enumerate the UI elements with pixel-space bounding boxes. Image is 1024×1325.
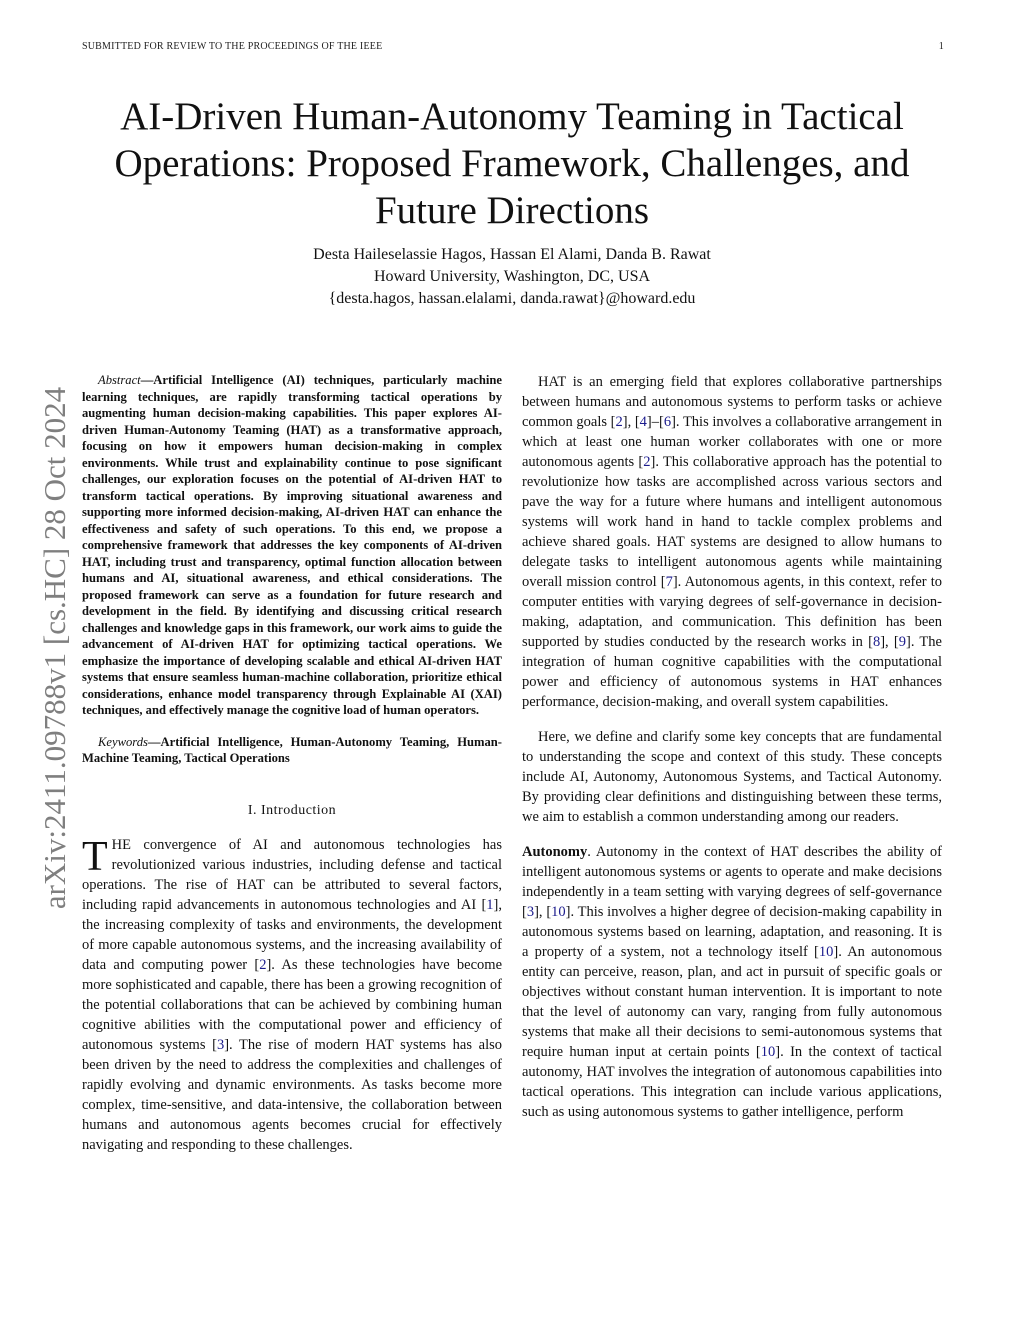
citation-link[interactable]: 7 xyxy=(665,574,673,590)
title-line: AI-Driven Human-Autonomy Teaming in Tactical xyxy=(120,95,904,138)
autonomy-lead: Autonomy xyxy=(522,844,588,860)
intro-text: ], the increasing complexity of tasks and environments, the development of more capable autonomous systems, and the increasing availability of data and computing power [ xyxy=(82,896,502,973)
intro-text: HE convergence of AI and autonomous technologies has revolutionized various industries, including defense and tactical operations. The rise of HAT can be attributed to several factors, including rapid advancements in autonomous technologies and AI [ xyxy=(82,836,502,913)
body-text: . Autonomy in the context of HAT describes the ability of intelligent autonomous systems or agents to operate and make decisions independently in a team setting with varying degrees of self-governance [ xyxy=(522,844,942,920)
abstract-text: —Artificial Intelligence (AI) techniques, particularly machine learning techniques, are rapidly transforming tactical operations by augmenting human decision-making capabilities. This paper explores AI-driven Human-Autonomy Teaming (HAT) as a transformative approach, focusing on how it empowers human decision-making in complex environments. While trust and explainability continue to pose significant challenges, our exploration focuses on the potential of AI-driven HAT to transform tactical operations. By improving situational awareness and supporting more informed decision-making, AI-driven HAT can enhance the effectiveness and safety of such operations. To this end, we propose a comprehensive framework that addresses the key components of AI-driven HAT, including trust and transparency, optimal function allocation between humans and AI, situational awareness, and ethical considerations. The proposed framework can serve as a foundation for future research and development in the field. By identifying and discussing critical research challenges and knowledge gaps in this framework, our work aims to guide the advancement of AI-driven HAT for optimizing tactical operations. We emphasize the importance of developing scalable and ethical AI-driven HAT systems that ensure seamless human-machine collaboration, prioritize ethical considerations, enhance model transparency through Explainable AI (XAI) techniques, and effectively manage the cognitive load of human operators. xyxy=(82,373,502,717)
citation-link[interactable]: 9 xyxy=(898,634,906,650)
body-text: ], [ xyxy=(534,904,552,920)
citation-link[interactable]: 10 xyxy=(551,904,566,920)
page-number: 1 xyxy=(938,41,944,52)
author-block xyxy=(60,244,964,310)
body-text: ]. This collaborative approach has the potential to revolutionize how tasks are accomplished across various sectors and pave the way for a future where humans and intelligent autonomous systems will work hand in hand to tackle complex problems and achieve shared goals. HAT systems are designed to allow humans to delegate tasks to intelligent autonomous agents while maintaining overall mission control [ xyxy=(522,454,942,590)
autonomy-paragraph xyxy=(522,842,942,1122)
intro-text: ]. The rise of modern HAT systems has also been driven by the need to address the complexities and challenges of rapidly evolving and dynamic environments. As tasks become more complex, time-sensitive, and data-intensive, the collaboration between humans and autonomous agents becomes crucial for effectively navigating and responding to these challenges. xyxy=(82,1036,502,1153)
citation-link[interactable]: 2 xyxy=(615,414,623,430)
body-text: ]. This involves a collaborative arrangement in which at least one human worker collaborates with one or more autonomous agents [ xyxy=(522,414,942,470)
keywords-label: Keywords xyxy=(98,734,148,749)
hat-paragraph xyxy=(522,372,942,712)
left-column xyxy=(82,372,502,1155)
author-affiliation: Howard University, Washington, DC, USA xyxy=(373,268,651,285)
abstract xyxy=(82,372,502,719)
drop-cap: T xyxy=(82,833,108,880)
body-text: HAT is an emerging field that explores collaborative partnerships between humans and autonomous systems to perform tasks or achieve common goals [ xyxy=(522,374,942,430)
citation-link[interactable]: 2 xyxy=(259,956,267,973)
citation-link[interactable]: 6 xyxy=(663,414,672,430)
citation-link[interactable]: 3 xyxy=(526,904,535,920)
keywords xyxy=(82,734,502,767)
right-column xyxy=(522,372,942,1122)
body-text: ]. In the context of tactical autonomy, HAT involves the integration of autonomous capabilities into tactical operations. This integration can include various applications, such as using autonomous systems to gather intelligence, perform xyxy=(522,1044,942,1120)
arxiv-stamp: arXiv:2411.09788v1 [cs.HC] 28 Oct 2024 xyxy=(37,386,72,910)
title-line: Future Directions xyxy=(374,189,650,232)
citation-link[interactable]: 3 xyxy=(216,1036,225,1053)
running-header xyxy=(82,41,944,52)
intro-paragraph xyxy=(82,835,502,1155)
citation-link[interactable]: 10 xyxy=(818,944,834,960)
title-line: Operations: Proposed Framework, Challenges, and xyxy=(114,142,910,185)
intro-text: ]. As these technologies have become more sophisticated and capable, there has been a growing recognition of the potential collaborations that can be achieved by combining human cognitive abilities with the computational power and efficiency of autonomous systems [ xyxy=(82,956,503,1053)
body-text: ]. Autonomous agents, in this context, refer to computer entities with varying degrees of self-governance in decision-making, adaptation, and communication. This definition has been supported by studies conducted by the research works in [ xyxy=(522,574,942,650)
abstract-label: Abstract xyxy=(98,373,141,387)
running-title: SUBMITTED FOR REVIEW TO THE PROCEEDINGS OF THE IEEE xyxy=(82,41,383,52)
body-text: ]–[ xyxy=(646,414,664,430)
author-emails: {desta.hagos, hassan.elalami, danda.rawat}@howard.edu xyxy=(328,290,696,307)
body-text: ]. An autonomous entity can perceive, reason, plan, and act in pursuit of specific goals or objectives without constant human intervention. It is important to note that the level of autonomy can vary, ranging from fully autonomous systems that make all their decisions to semi-autonomous systems that require human input at certain points [ xyxy=(522,944,942,1060)
citation-link[interactable]: 2 xyxy=(643,454,651,470)
citation-link[interactable]: 10 xyxy=(760,1044,776,1060)
author-names: Desta Haileselassie Hagos, Hassan El Alami, Danda B. Rawat xyxy=(313,246,711,263)
body-text: ], [ xyxy=(622,414,640,430)
keywords-text: —Artificial Intelligence, Human-Autonomy Teaming, Human-Machine Teaming, Tactical Operations xyxy=(82,734,502,765)
body-text: ]. This involves a higher degree of decision-making capability in autonomous systems based on learning, adaptation, and reasoning. It is a property of a system, not a technology itself [ xyxy=(522,904,942,960)
body-text: ]. The integration of human cognitive capabilities with the computational power and efficiency of autonomous systems in HAT enhances performance, decision-making, and overall system capabilities. xyxy=(522,634,942,710)
paper-title xyxy=(60,93,964,234)
body-text: ], [ xyxy=(880,634,899,650)
citation-link[interactable]: 4 xyxy=(639,414,647,430)
citation-link[interactable]: 1 xyxy=(486,896,494,913)
citation-link[interactable]: 8 xyxy=(872,634,881,650)
section-heading-introduction: I. Introduction xyxy=(247,802,337,818)
definitions-paragraph: Here, we define and clarify some key concepts that are fundamental to understanding the scope and context of this study. These concepts include AI, Autonomy, Autonomous Systems, and Tactical Autonomy. By providing clear definitions and distinguishing between these terms, we aim to establish a common understanding among our readers. xyxy=(522,729,942,825)
